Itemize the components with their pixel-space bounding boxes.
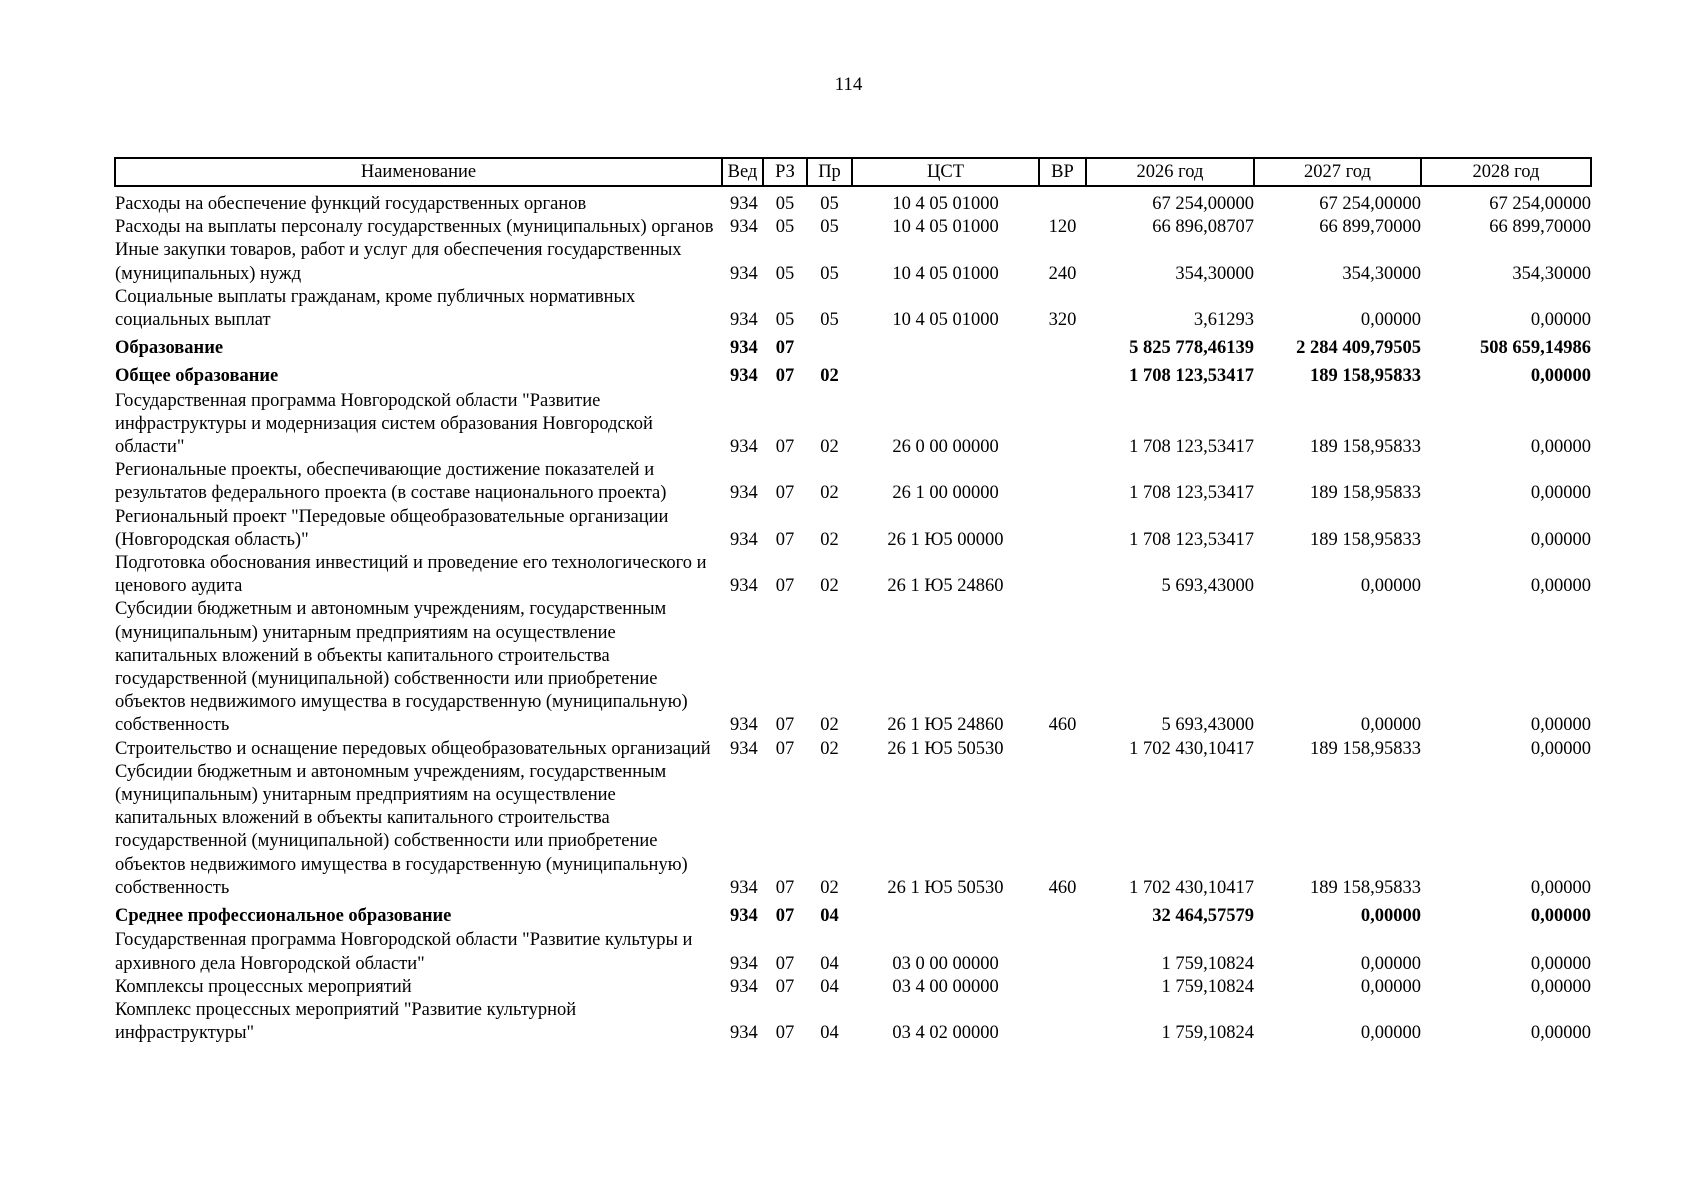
row-ved: 934 [730,217,758,238]
table-row [115,186,1591,216]
table-row [115,900,1591,928]
row-rz: 07 [775,715,795,736]
row-ved: 934 [730,194,758,214]
row-rz: 05 [775,217,795,238]
row-pr: 02 [820,366,839,387]
row-name: Среднее профессиональное образование [115,906,452,927]
row-cst: 10 4 05 01000 [892,263,999,284]
row-value-2026: 1 708 123,53417 [1129,437,1254,458]
table-row [115,239,1591,285]
row-ved: 934 [730,263,758,284]
row-value-2026: 1 759,10824 [1161,1023,1254,1044]
row-ved: 934 [730,310,758,331]
row-name: Расходы на обеспечение функций государственных органов [115,194,587,214]
row-name: Социальные выплаты гражданам, кроме публичных нормативных социальных выплат [115,286,636,331]
row-value-2027: 0,00000 [1360,1023,1421,1044]
row-name: Строительство и оснащение передовых общеобразовательных организаций [115,738,711,759]
row-pr: 02 [820,576,839,597]
row-value-2028: 0,00000 [1530,906,1591,927]
row-name: Региональный проект "Передовые общеобразовательные организации (Новгородская область)" [115,506,669,550]
row-value-2027: 189 158,95833 [1310,483,1421,504]
row-vr [1039,999,1086,1045]
row-rz: 07 [775,437,795,458]
row-pr: 04 [820,906,839,927]
row-value-2026: 5 825 778,46139 [1129,338,1254,359]
table-row [115,360,1591,388]
row-ved: 934 [730,906,758,927]
row-ved: 934 [730,877,758,898]
row-value-2028: 67 254,00000 [1489,194,1591,214]
header-rz: РЗ [763,158,807,186]
row-cst [852,360,1039,388]
row-vr [1039,506,1086,552]
row-rz: 07 [775,953,795,974]
row-cst: 26 1 00 00000 [892,483,999,504]
row-pr: 05 [820,310,839,331]
row-value-2026: 354,30000 [1175,263,1254,284]
row-rz: 07 [775,738,795,759]
row-value-2026: 1 759,10824 [1161,976,1254,997]
row-ved: 934 [730,715,758,736]
row-value-2027: 189 158,95833 [1310,437,1421,458]
row-name: Субсидии бюджетным и автономным учреждениям, государственным (муниципальным) унитарным предприятиям на осуществление капитальных вложений в объекты капитального строительства государственной (муниципальной) собственности или приобретение объектов недвижимого имущества в государственную (муниципальную) собственность [115,761,688,898]
row-rz: 07 [775,576,795,597]
row-cst: 26 0 00 00000 [892,437,999,458]
row-value-2026: 1 708 123,53417 [1129,529,1254,550]
row-value-2028: 0,00000 [1530,483,1591,504]
table-row [115,389,1591,460]
row-ved: 934 [730,576,758,597]
row-name: Общее образование [115,366,279,387]
row-pr: 05 [820,194,839,214]
row-pr: 04 [820,953,839,974]
row-cst: 03 4 02 00000 [892,1023,999,1044]
row-vr [1039,186,1086,216]
row-value-2027: 0,00000 [1360,576,1421,597]
row-value-2028: 0,00000 [1530,437,1591,458]
row-rz: 05 [775,263,795,284]
page-number: 114 [834,74,863,95]
row-ved: 934 [730,738,758,759]
row-value-2028: 0,00000 [1530,715,1591,736]
table-row [115,286,1591,332]
row-value-2026: 3,61293 [1193,310,1254,331]
row-value-2028: 0,00000 [1530,953,1591,974]
header-vr: ВР [1039,158,1086,186]
row-name: Региональные проекты, обеспечивающие достижение показателей и результатов федерального проекта (в составе национального проекта) [115,460,667,504]
row-vr [1039,389,1086,460]
row-ved: 934 [730,338,758,359]
row-value-2027: 0,00000 [1360,906,1421,927]
table-row [115,738,1591,761]
row-pr [807,332,852,360]
row-pr: 02 [820,877,839,898]
row-cst [852,900,1039,928]
row-rz: 07 [775,976,795,997]
row-vr [1039,459,1086,505]
row-cst: 26 1 Ю5 24860 [887,576,1004,597]
row-rz: 07 [775,483,795,504]
row-name: Субсидии бюджетным и автономным учреждениям, государственным (муниципальным) унитарным предприятиям на осуществление капитальных вложений в объекты капитального строительства государственной (муниципальной) собственности или приобретение объектов недвижимого имущества в государственную (муниципальную) собственность [115,599,688,736]
row-value-2027: 189 158,95833 [1310,877,1421,898]
row-value-2027: 189 158,95833 [1310,366,1421,387]
row-vr: 460 [1048,877,1077,898]
row-vr [1039,738,1086,761]
row-value-2028: 0,00000 [1530,310,1591,331]
row-value-2027: 189 158,95833 [1310,529,1421,550]
row-value-2027: 0,00000 [1360,715,1421,736]
budget-table [114,157,1592,1045]
row-value-2026: 1 708 123,53417 [1129,483,1254,504]
row-cst: 26 1 Ю5 00000 [887,529,1004,550]
row-value-2028: 0,00000 [1530,976,1591,997]
row-ved: 934 [730,1023,758,1044]
row-cst: 10 4 05 01000 [892,194,999,214]
row-value-2028: 508 659,14986 [1480,338,1591,359]
header-ved: Вед [722,158,763,186]
row-value-2028: 0,00000 [1530,366,1591,387]
row-value-2027: 0,00000 [1360,310,1421,331]
row-value-2026: 1 702 430,10417 [1129,877,1254,898]
row-ved: 934 [730,976,758,997]
row-value-2026: 5 693,43000 [1161,576,1254,597]
row-value-2028: 0,00000 [1530,1023,1591,1044]
row-name: Комплексы процессных мероприятий [115,976,412,997]
row-value-2026: 67 254,00000 [1152,194,1254,214]
row-rz: 07 [775,366,795,387]
table-row [115,999,1591,1045]
header-2026: 2026 год [1086,158,1254,186]
row-value-2027: 189 158,95833 [1310,738,1421,759]
row-ved: 934 [730,483,758,504]
row-pr: 02 [820,715,839,736]
row-cst: 10 4 05 01000 [892,217,999,238]
table-row [115,976,1591,999]
row-pr: 02 [820,437,839,458]
row-value-2026: 1 759,10824 [1161,953,1254,974]
row-pr: 02 [820,529,839,550]
row-value-2028: 0,00000 [1530,576,1591,597]
table-row [115,506,1591,552]
row-value-2028: 0,00000 [1530,877,1591,898]
row-pr: 05 [820,263,839,284]
row-name: Комплекс процессных мероприятий "Развитие культурной инфраструктуры" [115,999,577,1044]
table-body [115,186,1591,1045]
row-value-2027: 354,30000 [1342,263,1421,284]
row-value-2027: 0,00000 [1360,953,1421,974]
row-vr [1039,900,1086,928]
row-vr [1039,928,1086,975]
row-vr: 320 [1048,310,1077,331]
row-value-2028: 66 899,70000 [1489,217,1591,238]
row-rz: 07 [775,529,795,550]
row-name: Подготовка обоснования инвестиций и проведение его технологического и ценового аудита [115,553,707,597]
row-value-2027: 2 284 409,79505 [1296,338,1421,359]
row-vr [1039,332,1086,360]
row-name: Государственная программа Новгородской области "Развитие инфраструктуры и модернизация систем образования Новгородской области" [115,390,653,458]
row-cst: 10 4 05 01000 [892,310,999,331]
table-header-row [115,158,1591,186]
row-vr: 120 [1048,217,1077,238]
row-ved: 934 [730,366,758,387]
row-cst: 26 1 Ю5 50530 [887,877,1004,898]
header-pr: Пр [807,158,852,186]
row-cst: 03 0 00 00000 [892,953,999,974]
row-value-2027: 66 899,70000 [1319,217,1421,238]
row-vr [1039,552,1086,598]
row-vr: 460 [1048,715,1077,736]
row-pr: 02 [820,738,839,759]
header-name: Наименование [115,158,722,186]
row-value-2028: 354,30000 [1512,263,1591,284]
row-pr: 04 [820,1023,839,1044]
row-ved: 934 [730,953,758,974]
row-value-2026: 32 464,57579 [1152,906,1254,927]
header-2027: 2027 год [1254,158,1421,186]
row-value-2026: 1 708 123,53417 [1129,366,1254,387]
budget-table-container [114,157,1590,1045]
table-row [115,761,1591,900]
table-row [115,459,1591,505]
row-name: Иные закупки товаров, работ и услуг для обеспечения государственных (муниципальных) нужд [115,240,682,284]
row-name: Государственная программа Новгородской области "Развитие культуры и архивного дела Новгородской области" [115,930,693,974]
row-vr [1039,976,1086,999]
row-pr: 05 [820,217,839,238]
row-name: Образование [115,338,224,359]
row-rz: 05 [775,310,795,331]
row-vr: 240 [1048,263,1077,284]
row-rz: 07 [775,906,795,927]
row-value-2028: 0,00000 [1530,738,1591,759]
row-rz: 07 [775,1023,795,1044]
row-cst [852,332,1039,360]
table-row [115,552,1591,598]
row-name: Расходы на выплаты персоналу государственных (муниципальных) органов [115,217,714,238]
row-rz: 07 [775,338,795,359]
row-rz: 07 [775,877,795,898]
header-2028: 2028 год [1421,158,1591,186]
row-ved: 934 [730,437,758,458]
row-cst: 26 1 Ю5 50530 [887,738,1004,759]
row-value-2026: 66 896,08707 [1152,217,1254,238]
header-cst: ЦСТ [852,158,1039,186]
row-value-2026: 5 693,43000 [1161,715,1254,736]
table-row [115,598,1591,737]
table-row [115,332,1591,360]
row-rz: 05 [775,194,795,214]
row-value-2028: 0,00000 [1530,529,1591,550]
row-vr [1039,360,1086,388]
row-value-2027: 0,00000 [1360,976,1421,997]
table-row [115,928,1591,975]
row-value-2026: 1 702 430,10417 [1129,738,1254,759]
row-pr: 02 [820,483,839,504]
table-row [115,216,1591,239]
row-cst: 26 1 Ю5 24860 [887,715,1004,736]
row-cst: 03 4 00 00000 [892,976,999,997]
row-value-2027: 67 254,00000 [1319,194,1421,214]
row-pr: 04 [820,976,839,997]
row-ved: 934 [730,529,758,550]
